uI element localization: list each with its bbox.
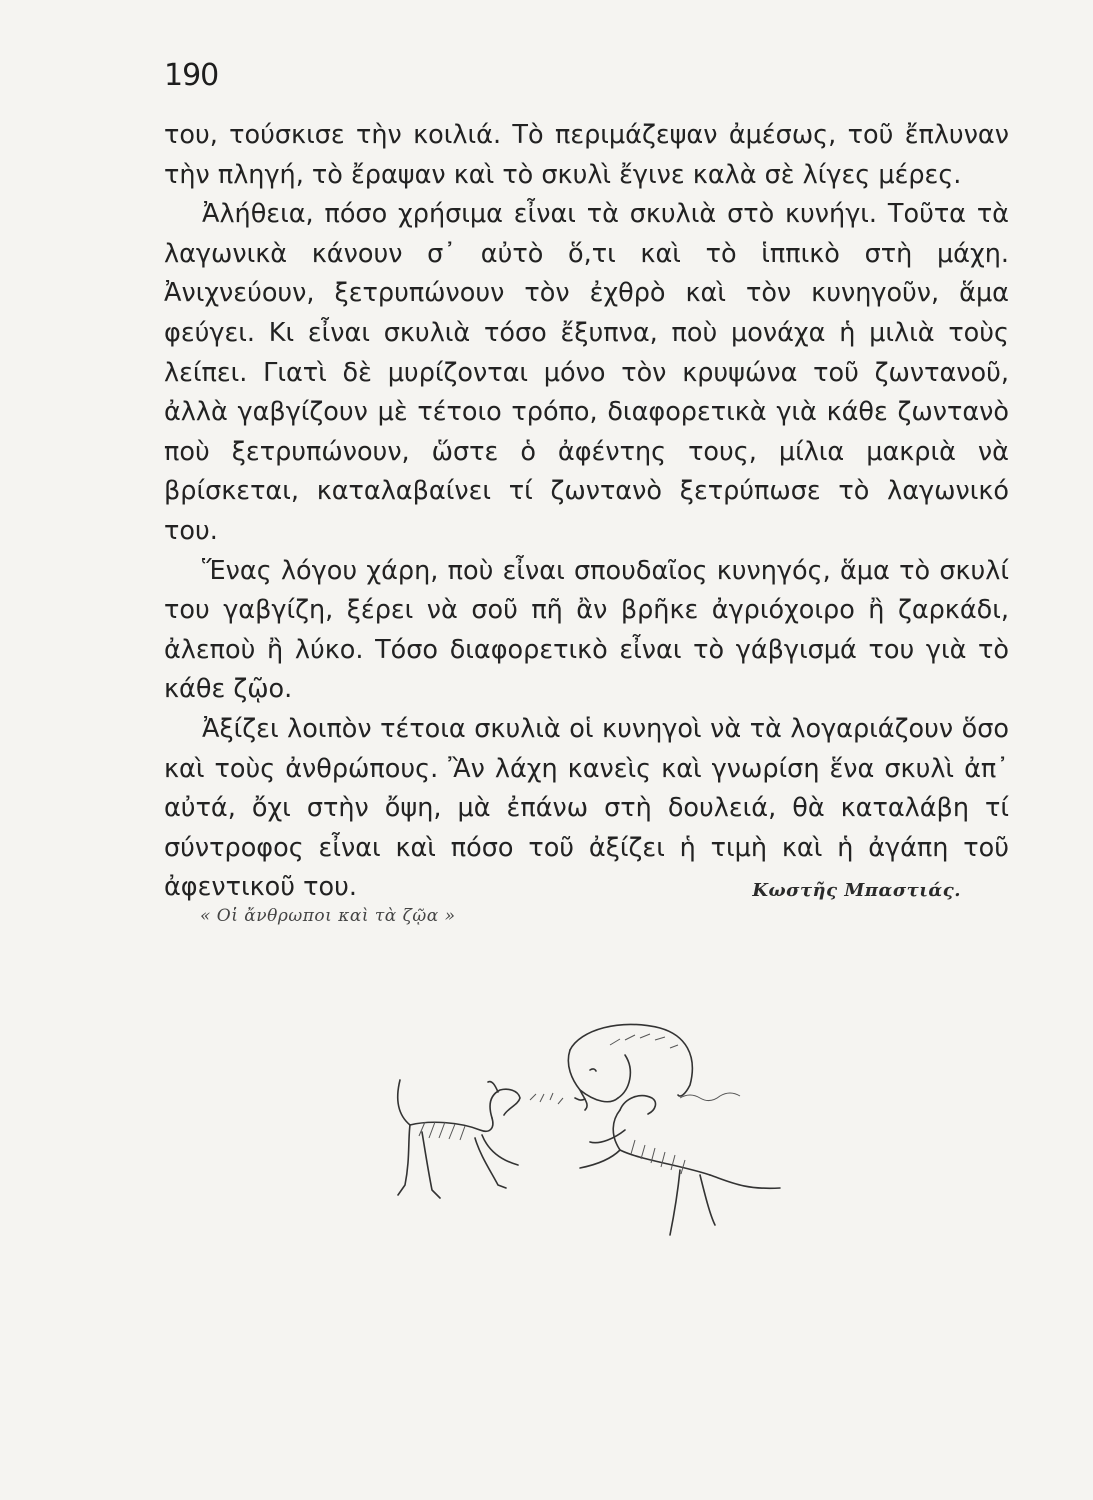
hunting-dogs-and-boar-sketch-icon xyxy=(380,1010,800,1250)
right-dog-sketch xyxy=(580,1096,780,1235)
paragraph-1: του, τούσκισε τὴν κοιλιά. Τὸ περιμάζεψαν ἀμέσως, τοῦ ἔπλυναν τὴν πληγή, τὸ ἔραψαν καὶ τὸ σκυλὶ ἔγινε καλὰ σὲ λίγες μέρες. xyxy=(164,120,1009,190)
left-dog-sketch xyxy=(398,1080,520,1198)
source-citation: « Οἱ ἄνθρωποι καὶ τὰ ζῷα » xyxy=(200,906,456,926)
page-number: 190 xyxy=(164,58,219,93)
paragraph-2: Ἀλήθεια, πόσο χρήσιμα εἶναι τὰ σκυλιὰ στὸ κυνήγι. Τοῦτα τὰ λαγωνικὰ κάνουν σ᾽ αὐτὸ ὅ,τι καὶ τὸ ἱππικὸ στὴ μάχη. Ἀνιχνεύουν, ξετρυπώνουν τὸν ἐχθρὸ καὶ τὸν κυνηγοῦν, ἅμα φεύγει. Κι εἶναι σκυλιὰ τόσο ἔξυπνα, ποὺ μονάχα ἡ μιλιὰ τοὺς λείπει. Γιατὶ δὲ μυρίζονται μόνο τὸν κρυψώνα τοῦ ζωντανοῦ, ἀλλὰ γαβγίζουν μὲ τέτοιο τρόπο, διαφορετικὰ γιὰ κάθε ζωντανὸ ποὺ ξετρυπώνουν, ὥστε ὁ ἀφέντης τους, μίλια μακριὰ νὰ βρίσκεται, καταλαβαίνει τί ζωντανὸ ξετρύπωσε τὸ λαγωνικό του. xyxy=(164,199,1009,546)
paragraph-3: Ἕνας λόγου χάρη, ποὺ εἶναι σπουδαῖος κυνηγός, ἅμα τὸ σκυλί του γαβγίζη, ξέρει νὰ σοῦ πῆ ἂν βρῆκε ἀγριόχοιρο ἢ ζαρκάδι, ἀλεποὺ ἢ λύκο. Τόσο διαφορετικὸ εἶναι τὸ γάβγισμά του γιὰ τὸ κάθε ζῷο. xyxy=(164,555,1009,705)
author-signature: Κωστῆς Μπαστιάς. xyxy=(752,880,961,901)
body-text xyxy=(164,116,1009,908)
paragraph-4: Ἀξίζει λοιπὸν τέτοια σκυλιὰ οἱ κυνηγοὶ νὰ τὰ λογαριάζουν ὅσο καὶ τοὺς ἀνθρώπους. Ἂν λάχη κανεὶς καὶ γνωρίση ἕνα σκυλὶ ἀπ᾽ αὐτά, ὄχι στὴν ὄψη, μὰ ἐπάνω στὴ δουλειά, θὰ καταλάβη τί σύντροφος εἶναι καὶ πόσο τοῦ ἀξίζει ἡ τιμὴ καὶ ἡ ἀγάπη τοῦ ἀφεντικοῦ του. xyxy=(164,713,1009,903)
